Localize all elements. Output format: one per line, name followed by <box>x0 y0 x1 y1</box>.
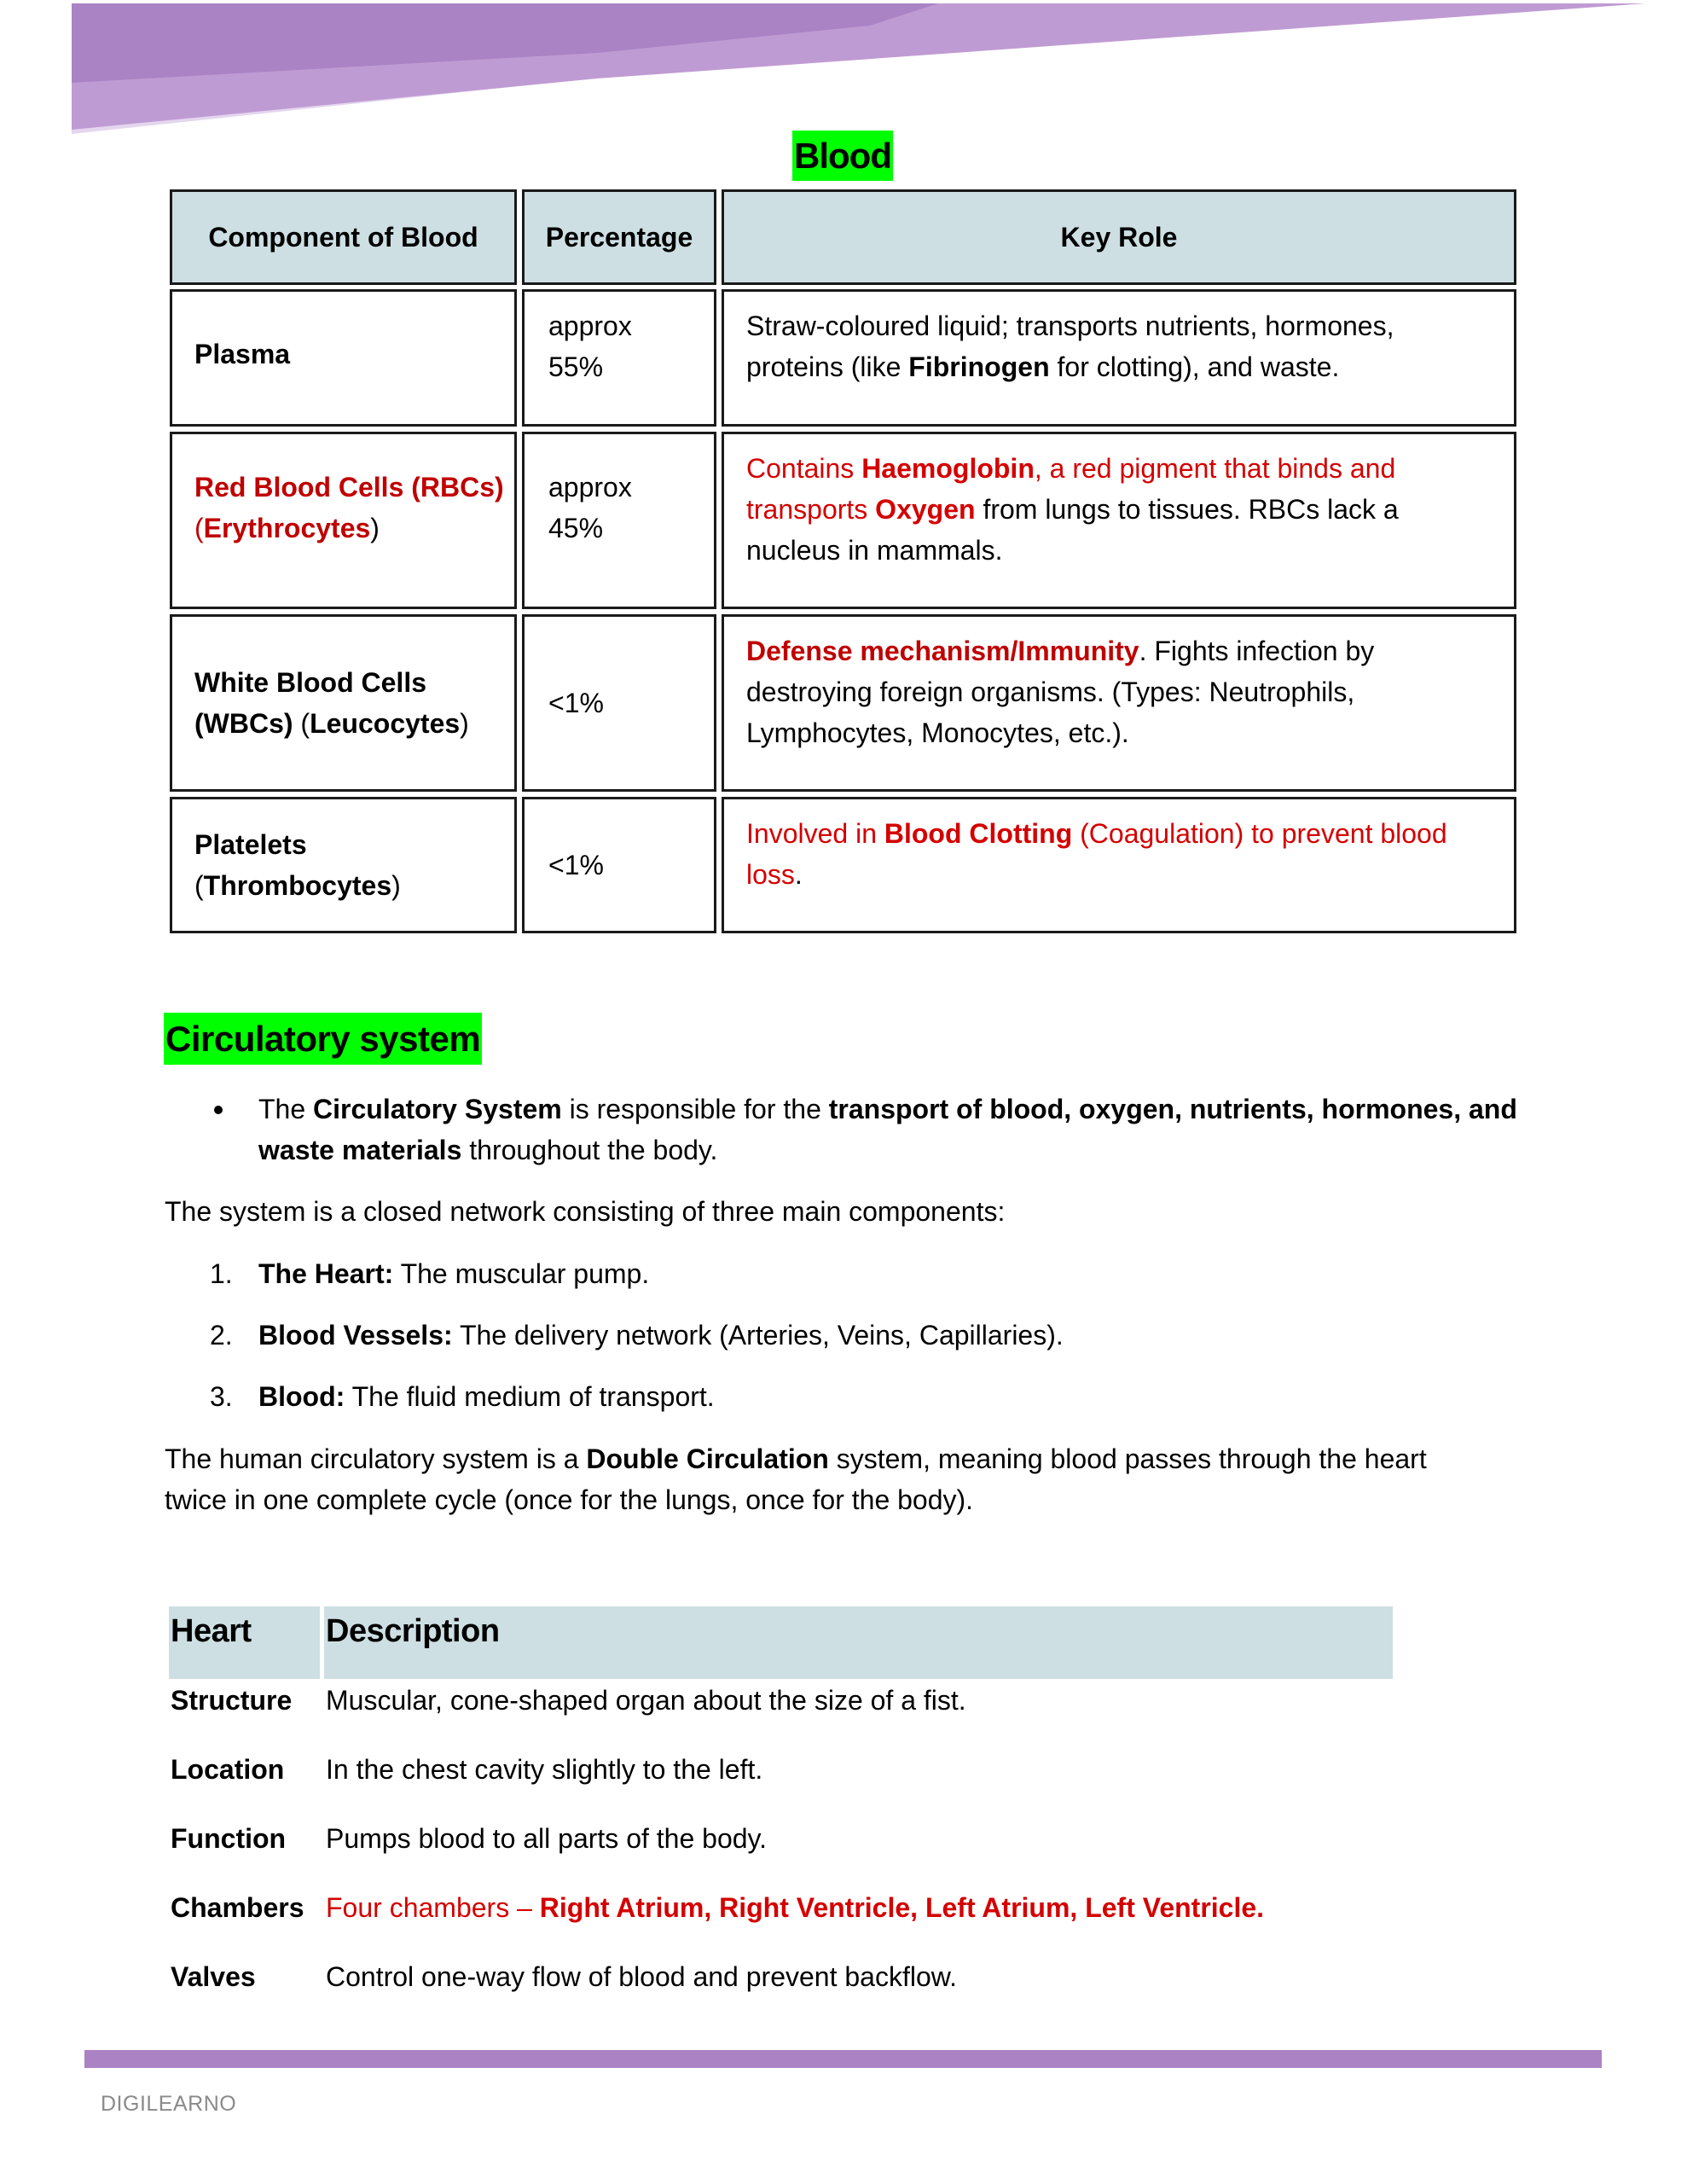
paren: ( <box>293 708 310 739</box>
bullet-paragraph <box>258 1089 1529 1170</box>
list-desc: The muscular pump. <box>393 1258 650 1289</box>
list-item <box>210 1253 649 1294</box>
percentage-cell <box>522 614 716 792</box>
list-item <box>210 1315 1064 1356</box>
footer-divider-bar <box>84 2050 1602 2068</box>
row-description: In the chest cavity slightly to the left. <box>326 1754 763 1785</box>
percentage-value: <1% <box>548 688 604 718</box>
paren: ) <box>391 870 401 901</box>
component-cell <box>170 797 517 933</box>
table-header-component: Component of Blood <box>170 189 517 285</box>
table-header-percentage: Percentage <box>522 189 716 285</box>
circulatory-section-title: Circulatory system <box>164 1013 482 1065</box>
row-label: Chambers <box>171 1892 304 1923</box>
blood-section-title: Blood <box>792 131 893 181</box>
role-keyword: Blood Clotting <box>884 818 1073 849</box>
role-keyword: Defense mechanism/Immunity <box>746 636 1139 666</box>
key-role-cell <box>722 432 1516 609</box>
bullet-icon <box>214 1106 223 1114</box>
component-alt-name: Erythrocytes <box>203 513 371 543</box>
role-keyword: Fibrinogen <box>908 351 1050 382</box>
role-keyword: Haemoglobin <box>861 453 1035 484</box>
table-header-key-role: Key Role <box>722 189 1516 285</box>
role-keyword: Oxygen <box>875 494 976 525</box>
paren: ( <box>194 870 204 901</box>
components-intro: The system is a closed network consisting of three main components: <box>165 1196 1006 1227</box>
role-text: Straw-coloured liquid; transports nutrients, hormones, proteins (like <box>746 311 1394 382</box>
row-label: Structure <box>171 1685 293 1716</box>
percentage-qualifier: approx <box>548 311 632 341</box>
percentage-qualifier: approx <box>548 472 632 502</box>
paren: ) <box>370 513 380 543</box>
header-label: Description <box>326 1613 500 1649</box>
component-name: Platelets <box>194 829 307 860</box>
percentage-cell <box>522 432 716 609</box>
list-term: Blood: <box>258 1381 345 1412</box>
component-cell <box>170 614 517 792</box>
component-cell <box>170 289 517 427</box>
component-name: White Blood Cells <box>194 667 426 698</box>
component-cell <box>170 432 517 609</box>
bold-text: Double Circulation <box>586 1443 829 1474</box>
text: The <box>258 1094 314 1124</box>
header-decoration <box>0 0 1687 145</box>
row-label: Location <box>171 1754 285 1785</box>
component-alt-name: Thrombocytes <box>203 870 392 901</box>
double-circulation-paragraph <box>165 1438 1529 1520</box>
list-desc: The fluid medium of transport. <box>345 1381 715 1412</box>
percentage-cell <box>522 797 716 933</box>
key-role-cell <box>722 289 1516 427</box>
component-name: Red Blood Cells (RBCs) <box>194 472 504 502</box>
row-description <box>326 1892 1264 1924</box>
heart-table-header-heart <box>169 1606 320 1679</box>
bold-text: Right Atrium, Right Ventricle, Left Atrium, Left Ventricle. <box>539 1892 1265 1923</box>
percentage-value: 45% <box>548 513 604 543</box>
text: twice in one complete cycle (once for the lungs, once for the body). <box>165 1484 974 1515</box>
list-item <box>210 1376 715 1417</box>
list-number: 2. <box>210 1320 233 1350</box>
percentage-value: 55% <box>548 351 604 382</box>
list-desc: The delivery network (Arteries, Veins, Capillaries). <box>452 1320 1064 1350</box>
role-text: Involved in <box>746 818 884 849</box>
row-label: Function <box>171 1823 287 1854</box>
component-name: Plasma <box>194 338 291 369</box>
paren: ( <box>194 513 204 543</box>
role-text: for clotting), and waste. <box>1049 351 1340 382</box>
text: is responsible for the <box>561 1094 829 1124</box>
header-label: Heart <box>171 1613 252 1649</box>
role-text: . <box>794 859 803 890</box>
bold-text: waste materials <box>258 1135 462 1165</box>
key-role-cell <box>722 614 1516 792</box>
text: Four chambers – <box>326 1892 540 1923</box>
bold-text: transport of blood, oxygen, nutrients, hormones, and <box>828 1094 1517 1124</box>
text: throughout the body. <box>461 1135 718 1165</box>
list-term: Blood Vessels: <box>258 1320 453 1350</box>
footer-brand: DIGILEARNO <box>101 2092 237 2116</box>
component-abbr: (WBCs) <box>194 708 293 739</box>
percentage-value: <1% <box>548 850 604 880</box>
key-role-cell <box>722 797 1516 933</box>
role-text: (Coagulation) to prevent blood loss <box>746 818 1447 890</box>
list-term: The Heart: <box>258 1258 394 1289</box>
list-number: 1. <box>210 1258 233 1289</box>
row-description: Control one-way flow of blood and prevent backflow. <box>326 1961 957 1992</box>
paren: ) <box>460 708 469 739</box>
percentage-cell <box>522 289 716 427</box>
text: system, meaning blood passes through the heart <box>828 1443 1427 1474</box>
component-alt-name: Leucocytes <box>310 708 461 739</box>
row-description: Pumps blood to all parts of the body. <box>326 1823 768 1854</box>
role-text: , a red pigment that binds and transports <box>746 453 1396 525</box>
row-label: Valves <box>171 1961 256 1992</box>
heart-table-header-description <box>324 1606 1393 1679</box>
role-text: . Fights infection by destroying foreign organisms. (Types: Neutrophils, Lymphocytes, Monocytes, etc.). <box>746 636 1375 748</box>
role-text: from lungs to tissues. RBCs lack a nucleus in mammals. <box>746 494 1399 566</box>
bold-text: Circulatory System <box>313 1094 562 1124</box>
text: The human circulatory system is a <box>165 1443 587 1474</box>
role-text: Contains <box>746 453 862 484</box>
row-description: Muscular, cone-shaped organ about the size of a fist. <box>326 1685 966 1716</box>
list-number: 3. <box>210 1381 233 1412</box>
